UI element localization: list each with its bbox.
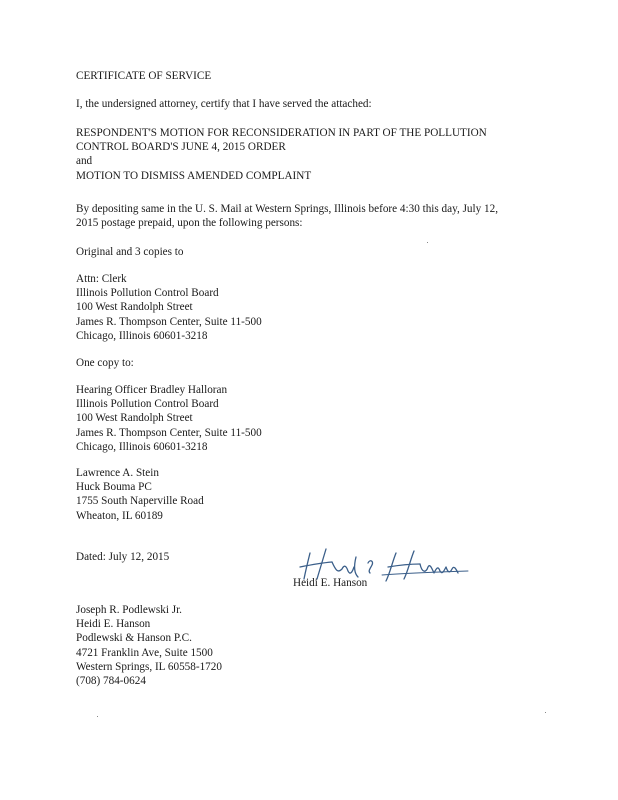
address-line: Hearing Officer Bradley Halloran bbox=[76, 384, 228, 396]
address-line: Illinois Pollution Control Board bbox=[76, 398, 219, 411]
address-line: (708) 784-0624 bbox=[76, 675, 146, 688]
address-line: Heidi E. Hanson bbox=[76, 618, 151, 631]
intro-text: I, the undersigned attorney, certify that I have served the attached: bbox=[76, 98, 372, 110]
document-connector: and bbox=[76, 155, 93, 168]
address-line: Joseph R. Podlewski Jr. bbox=[76, 604, 182, 616]
address-line: Western Springs, IL 60558-1720 bbox=[76, 660, 222, 673]
address-line: 4721 Franklin Ave, Suite 1500 bbox=[76, 646, 213, 659]
address-line: James R. Thompson Center, Suite 11-500 bbox=[76, 315, 262, 328]
copy-heading: One copy to: bbox=[76, 357, 134, 369]
signer-name: Heidi E. Hanson bbox=[293, 577, 368, 589]
address-line: Chicago, Illinois 60601-3218 bbox=[76, 440, 208, 453]
service-method bbox=[76, 202, 498, 230]
recipient-clerk-address bbox=[76, 272, 262, 343]
document-title: CERTIFICATE OF SERVICE bbox=[76, 70, 212, 82]
address-line: 100 West Randolph Street bbox=[76, 301, 193, 314]
document-line: MOTION TO DISMISS AMENDED COMPLAINT bbox=[76, 169, 312, 182]
method-line: By depositing same in the U. S. Mail at Western Springs, Illinois before 4:30 this day, July 12, bbox=[76, 203, 499, 215]
scan-speck bbox=[545, 712, 546, 713]
address-line: 100 West Randolph Street bbox=[76, 412, 193, 425]
address-line: Wheaton, IL 60189 bbox=[76, 509, 163, 522]
document-line: CONTROL BOARD'S JUNE 4, 2015 ORDER bbox=[76, 141, 286, 154]
scan-speck bbox=[97, 716, 98, 717]
address-line: James R. Thompson Center, Suite 11-500 bbox=[76, 426, 262, 439]
document-line: RESPONDENT'S MOTION FOR RECONSIDERATION IN PART OF THE POLLUTION bbox=[76, 127, 487, 139]
address-line: Chicago, Illinois 60601-3218 bbox=[76, 329, 208, 342]
address-line: Huck Bouma PC bbox=[76, 481, 152, 494]
recipient-counsel-address bbox=[76, 466, 204, 523]
served-documents bbox=[76, 126, 487, 183]
dated-line: Dated: July 12, 2015 bbox=[76, 551, 170, 563]
address-line: Illinois Pollution Control Board bbox=[76, 287, 219, 300]
scan-speck bbox=[427, 242, 428, 243]
original-heading: Original and 3 copies to bbox=[76, 246, 184, 258]
recipient-hearing-officer-address bbox=[76, 383, 262, 454]
method-line: 2015 postage prepaid, upon the following persons: bbox=[76, 217, 303, 230]
address-line: Lawrence A. Stein bbox=[76, 467, 159, 479]
sender-address bbox=[76, 603, 222, 688]
address-line: Attn: Clerk bbox=[76, 273, 127, 285]
address-line: Podlewski & Hanson P.C. bbox=[76, 632, 192, 645]
address-line: 1755 South Naperville Road bbox=[76, 495, 204, 508]
